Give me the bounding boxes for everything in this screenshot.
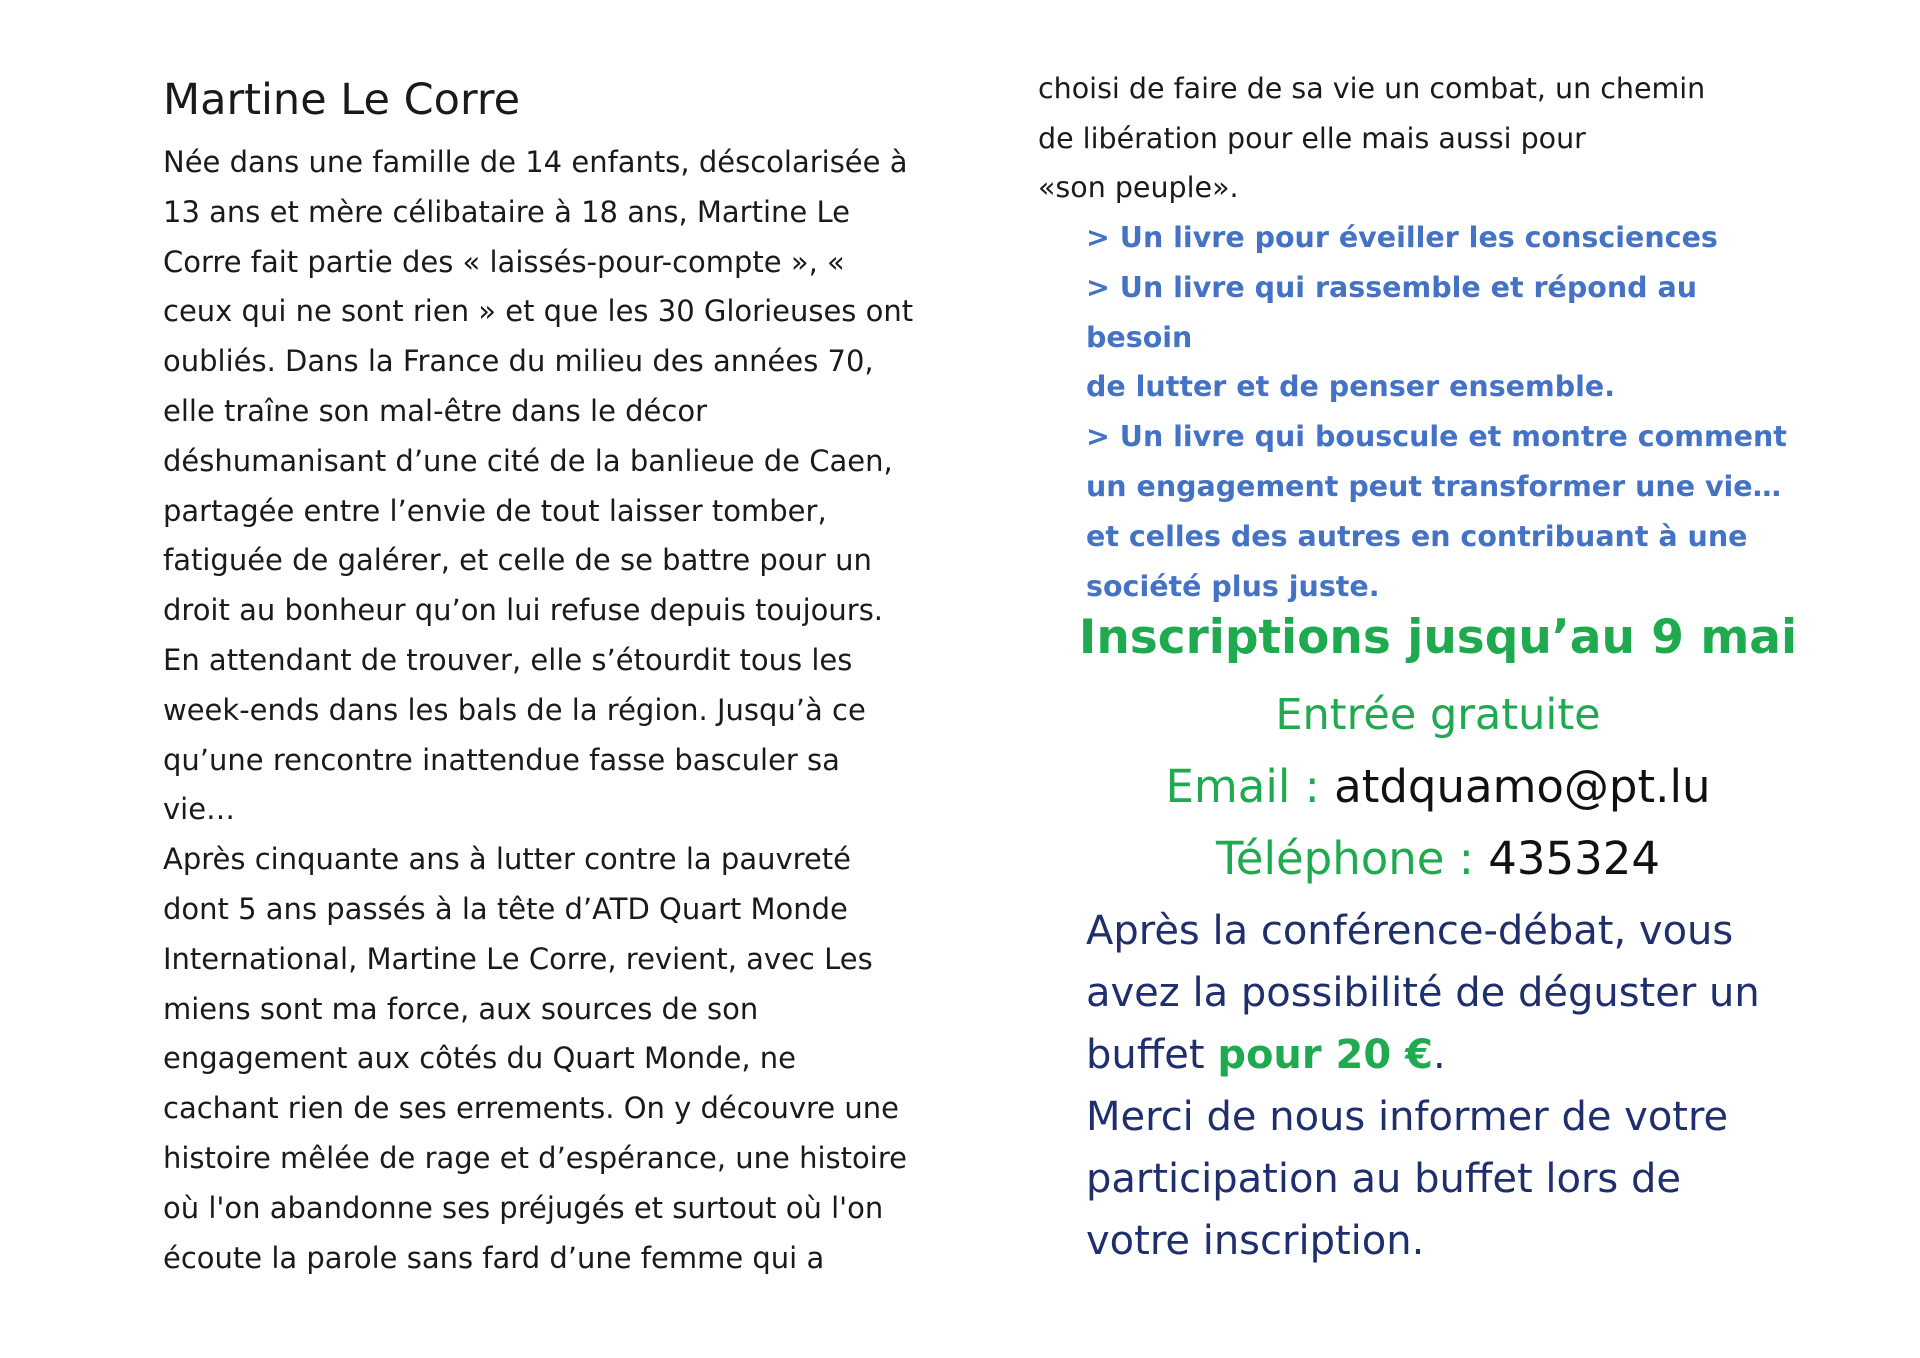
highlight-line: > Un livre qui rassemble et répond au besoin xyxy=(1086,270,1697,354)
bio-line: droit au bonheur qu’on lui refuse depuis toujours. xyxy=(163,593,884,628)
page-title: Martine Le Corre xyxy=(163,75,521,125)
bio-line: partagée entre l’envie de tout laisser tomber, xyxy=(163,493,827,528)
buffet-info xyxy=(1086,900,1846,1272)
buffet-word: buffet xyxy=(1086,1032,1218,1078)
bio-line: Après cinquante ans à lutter contre la pauvreté xyxy=(163,842,851,877)
bio-line: histoire mêlée de rage et d’espérance, une histoire xyxy=(163,1140,907,1175)
bio-line: En attendant de trouver, elle s’étourdit tous les xyxy=(163,642,853,677)
merci-line: participation au buffet lors de xyxy=(1086,1156,1681,1202)
phone-label: Téléphone : xyxy=(1215,832,1489,885)
buffet-line: avez la possibilité de déguster un xyxy=(1086,970,1760,1016)
bio-line: Corre fait partie des « laissés-pour-compte », « xyxy=(163,244,845,279)
highlight-line: > Un livre pour éveiller les consciences xyxy=(1086,221,1718,254)
bio-line: choisi de faire de sa vie un combat, un chemin xyxy=(1038,72,1706,105)
bio-line: fatiguée de galérer, et celle de se battre pour un xyxy=(163,543,872,578)
bio-line: elle traîne son mal-être dans le décor xyxy=(163,393,707,428)
biography-text xyxy=(163,138,943,1283)
buffet-line xyxy=(1086,1024,1846,1086)
highlight-line: un engagement peut transformer une vie… xyxy=(1086,469,1782,503)
contact-email xyxy=(1038,752,1838,822)
bio-line: dont 5 ans passés à la tête d’ATD Quart Monde xyxy=(163,891,848,926)
bio-line: où l'on abandonne ses préjugés et surtout où l'on xyxy=(163,1190,884,1225)
biography-continuation xyxy=(1038,64,1758,213)
bio-line: miens sont ma force, aux sources de son xyxy=(163,991,759,1026)
free-entry: Entrée gratuite xyxy=(1275,690,1601,740)
buffet-period: . xyxy=(1432,1032,1446,1078)
bio-line: oubliés. Dans la France du milieu des années 70, xyxy=(163,344,874,379)
bio-line: vie… xyxy=(163,792,236,827)
bio-line: Née dans une famille de 14 enfants, déscolarisée à xyxy=(163,145,908,179)
email-label: Email : xyxy=(1165,760,1335,813)
bio-line: qu’une rencontre inattendue fasse basculer sa xyxy=(163,742,840,777)
highlight-line: de lutter et de penser ensemble. xyxy=(1086,370,1616,404)
contact-phone xyxy=(1038,824,1838,894)
bio-line: week-ends dans les bals de la région. Jusqu’à ce xyxy=(163,692,866,727)
highlight-line: société plus juste. xyxy=(1086,569,1380,603)
book-highlights xyxy=(1086,213,1806,611)
phone-value[interactable]: 435324 xyxy=(1488,832,1661,885)
highlight-line: et celles des autres en contribuant à une xyxy=(1086,519,1748,553)
bio-line: International, Martine Le Corre, revient, avec Les xyxy=(163,941,873,976)
bio-line: «son peuple». xyxy=(1038,171,1239,204)
buffet-line: Après la conférence-débat, vous xyxy=(1086,908,1734,954)
merci-line: Merci de nous informer de votre xyxy=(1086,1094,1729,1140)
bio-line: ceux qui ne sont rien » et que les 30 Glorieuses ont xyxy=(163,294,914,329)
email-value[interactable]: atdquamo@pt.lu xyxy=(1334,760,1711,813)
merci-line: votre inscription. xyxy=(1086,1218,1425,1264)
bio-line: 13 ans et mère célibataire à 18 ans, Martine Le xyxy=(163,194,850,229)
bio-line: de libération pour elle mais aussi pour xyxy=(1038,121,1586,155)
highlight-line: > Un livre qui bouscule et montre comment xyxy=(1086,420,1787,454)
bio-line: cachant rien de ses errements. On y découvre une xyxy=(163,1091,899,1126)
bio-line: déshumanisant d’une cité de la banlieue de Caen, xyxy=(163,443,893,478)
bio-line: engagement aux côtés du Quart Monde, ne xyxy=(163,1041,797,1076)
bio-line: écoute la parole sans fard d’une femme qui a xyxy=(163,1240,825,1275)
registration-deadline: Inscriptions jusqu’au 9 mai xyxy=(1078,610,1798,665)
buffet-price: pour 20 € xyxy=(1217,1032,1433,1078)
